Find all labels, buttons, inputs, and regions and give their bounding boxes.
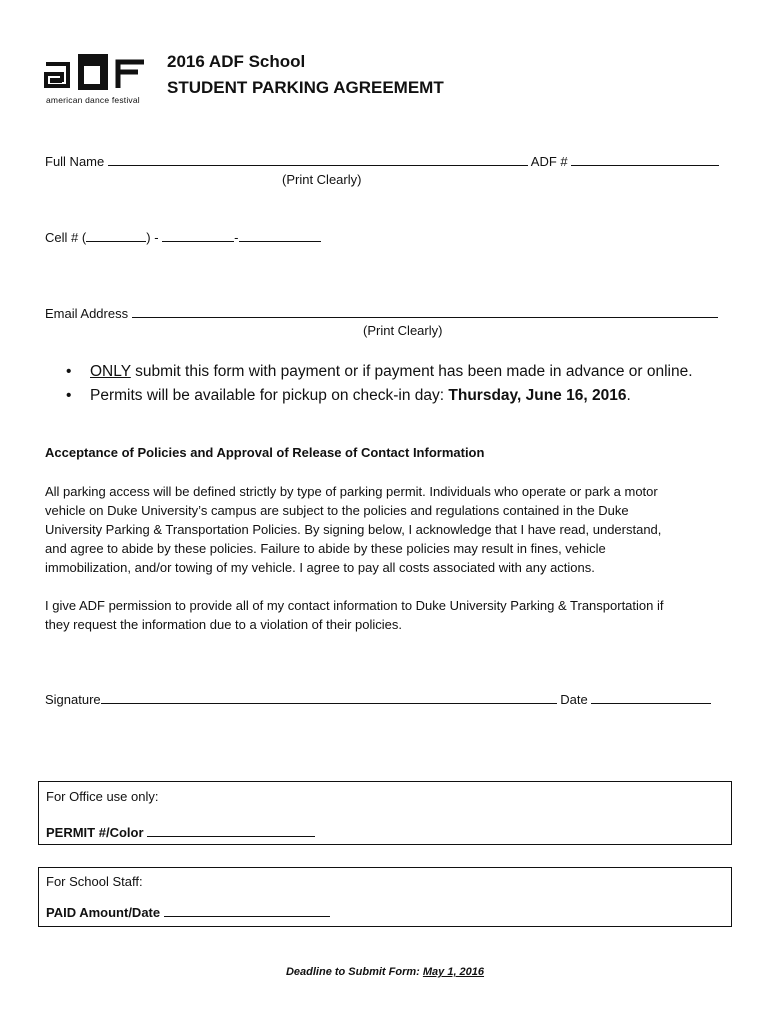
signature-field[interactable] <box>101 691 557 704</box>
deadline-date: May 1, 2016 <box>422 966 485 978</box>
adf-number-field[interactable] <box>571 153 719 166</box>
pickup-date: Thursday, June 16, 2016 <box>448 387 627 404</box>
policies-heading: Acceptance of Policies and Approval of Release of Contact Information <box>45 445 485 460</box>
signature-row <box>45 691 711 707</box>
full-name-row <box>45 153 719 169</box>
paragraph-line: I give ADF permission to provide all of my contact information to Duke University Parking & Transportation if <box>45 598 664 613</box>
instructions-list <box>66 360 693 408</box>
cell-dash-1: - <box>154 230 159 245</box>
paragraph-line: All parking access will be defined strictly by type of parking permit. Individuals who operate or park a motor <box>45 484 658 499</box>
instruction-text: submit this form with payment or if payment has been made in advance or online. <box>130 363 693 380</box>
full-name-field[interactable] <box>108 153 528 166</box>
permit-color-field[interactable] <box>147 824 315 837</box>
paragraph-line: and agree to abide by these policies. Failure to abide by these policies may result in fines, vehicle <box>45 541 606 556</box>
policies-paragraph-2 <box>45 596 725 634</box>
paid-amount-label: PAID Amount/Date <box>46 905 161 920</box>
full-name-label: Full Name <box>45 154 105 169</box>
cell-area-code-field[interactable] <box>86 229 146 242</box>
cell-open-paren: ( <box>81 230 87 245</box>
policies-paragraph-1 <box>45 482 725 577</box>
cell-close-paren: ) <box>146 230 151 245</box>
paid-amount-field[interactable] <box>164 904 330 917</box>
deadline-prefix: Deadline to Submit Form: <box>285 966 423 978</box>
instruction-emphasis: ONLY <box>90 363 131 380</box>
instruction-text: Permits will be available for pickup on check-in day: <box>90 387 449 404</box>
cell-prefix-field[interactable] <box>162 229 234 242</box>
paragraph-line: they request the information due to a violation of their policies. <box>45 617 402 632</box>
instruction-item <box>66 360 693 384</box>
paragraph-line: vehicle on Duke University’s campus are subject to the policies and regulations contained in the Duke <box>45 503 629 518</box>
office-use-title: For Office use only: <box>46 789 159 804</box>
instruction-item <box>66 384 693 408</box>
paragraph-line: immobilization, and/or towing of my vehicle. I agree to pay all costs associated with any actions. <box>45 560 595 575</box>
date-field[interactable] <box>591 691 711 704</box>
bullet-icon: • <box>66 363 72 380</box>
permit-color-label: PERMIT #/Color <box>46 825 144 840</box>
date-label: Date <box>560 692 588 707</box>
form-title-line1: 2016 ADF School <box>167 52 306 71</box>
logo-caption: american dance festival <box>46 95 140 105</box>
cell-row <box>45 229 321 245</box>
permit-color-row <box>46 824 315 840</box>
adf-number-label: ADF # <box>530 154 568 169</box>
office-use-box <box>38 781 732 845</box>
deadline-note <box>0 966 770 978</box>
instruction-end: . <box>626 387 631 404</box>
cell-label: Cell # <box>45 230 79 245</box>
cell-dash-2: - <box>234 230 239 245</box>
paid-amount-row <box>46 904 330 920</box>
signature-label: Signature <box>45 692 101 707</box>
email-field[interactable] <box>132 305 718 318</box>
cell-line-field[interactable] <box>239 229 321 242</box>
bullet-icon: • <box>66 387 72 404</box>
email-hint: (Print Clearly) <box>363 323 443 338</box>
full-name-hint: (Print Clearly) <box>282 172 362 187</box>
school-staff-box <box>38 867 732 927</box>
school-staff-title: For School Staff: <box>46 874 143 889</box>
form-title-line2: STUDENT PARKING AGREEMEMT <box>167 78 444 97</box>
email-label: Email Address <box>45 306 129 321</box>
paragraph-line: University Parking & Transportation Policies. By signing below, I acknowledge that I have read, understand, <box>45 522 662 537</box>
email-row <box>45 305 718 321</box>
